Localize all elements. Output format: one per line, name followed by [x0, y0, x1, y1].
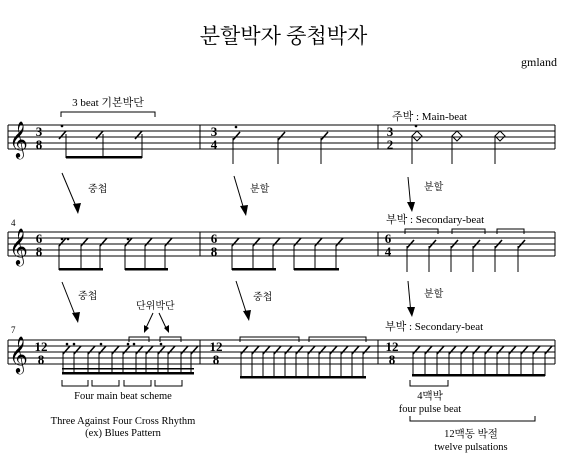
- slash-note: [274, 346, 281, 354]
- dot: [73, 343, 76, 346]
- slash-note: [252, 346, 259, 354]
- beam: [59, 268, 103, 271]
- transition-label: 중첩: [78, 291, 98, 302]
- slash-note: [88, 346, 95, 354]
- slash-note: [315, 238, 322, 246]
- arrow-icon: [407, 202, 415, 212]
- beam: [294, 268, 339, 271]
- time-sig-top: 6: [35, 231, 43, 246]
- dot: [100, 343, 103, 346]
- dot: [133, 343, 136, 346]
- slash-note: [545, 346, 552, 354]
- slash-note: [233, 132, 240, 140]
- measure-number: 4: [11, 218, 16, 228]
- arrow-icon: [407, 307, 415, 317]
- beam: [66, 156, 142, 159]
- transition-label: 분할: [424, 289, 444, 300]
- slash-note: [100, 238, 107, 246]
- slash-note: [112, 346, 119, 354]
- dot: [61, 238, 64, 241]
- caption-text: four pulse beat: [398, 404, 462, 415]
- slash-note: [135, 131, 142, 139]
- slash-note: [99, 346, 106, 354]
- beam: [125, 268, 168, 271]
- beam: [240, 376, 366, 379]
- slash-note: [509, 346, 516, 354]
- slash-note: [425, 346, 432, 354]
- time-sig-top: 12: [209, 339, 223, 354]
- slash-note: [473, 346, 480, 354]
- time-sig-top: 3: [386, 124, 394, 139]
- secondary-beat-label: 부박 : Secondary-beat: [386, 214, 485, 226]
- slash-note: [294, 238, 301, 246]
- time-sig-top: 12: [34, 339, 48, 354]
- bracket-label: 3 beat 기본박단: [72, 97, 144, 109]
- time-sig-bottom: 8: [212, 352, 220, 367]
- treble-clef-icon: 𝄞: [9, 121, 28, 157]
- dot: [127, 343, 130, 346]
- slash-note: [158, 346, 165, 354]
- half-note: [495, 131, 505, 141]
- slash-note: [165, 238, 172, 246]
- main-beat-label: 주박 : Main-beat: [392, 111, 468, 123]
- slash-note: [437, 346, 444, 354]
- dot: [127, 238, 130, 241]
- treble-clef-icon: 𝄞: [9, 228, 28, 264]
- caption-text: twelve pulsations: [434, 442, 508, 453]
- slash-note: [146, 346, 153, 354]
- slash-note: [449, 346, 456, 354]
- half-note: [452, 131, 462, 141]
- time-sig-bottom: 4: [210, 137, 218, 152]
- time-sig-top: 3: [35, 124, 43, 139]
- slash-note: [363, 346, 370, 354]
- slash-note: [330, 346, 337, 354]
- slash-note: [63, 346, 70, 354]
- slash-note: [497, 346, 504, 354]
- dot: [415, 125, 418, 128]
- caption-text: 4맥박: [417, 391, 443, 402]
- caption-text: 12맥동 박절: [444, 429, 498, 440]
- beam: [62, 372, 194, 375]
- time-sig-top: 6: [384, 231, 392, 246]
- time-sig-top: 3: [210, 124, 218, 139]
- slash-note: [336, 238, 343, 246]
- slash-note: [352, 346, 359, 354]
- slash-note: [278, 132, 285, 140]
- transition-label: 중첩: [88, 184, 108, 195]
- arrow-icon: [243, 310, 251, 321]
- dot: [61, 125, 64, 128]
- arrow-icon: [240, 205, 248, 216]
- caption-text: (ex) Blues Pattern: [85, 428, 161, 439]
- slash-note: [145, 238, 152, 246]
- time-sig-bottom: 8: [210, 244, 218, 259]
- secondary-beat-label: 부박 : Secondary-beat: [385, 321, 484, 333]
- beam: [412, 374, 545, 377]
- slash-note: [285, 346, 292, 354]
- slash-note: [341, 346, 348, 354]
- slash-note: [74, 346, 81, 354]
- slash-note: [273, 238, 280, 246]
- time-sig-bottom: 2: [386, 137, 394, 152]
- dot: [66, 343, 69, 346]
- slash-note: [136, 346, 143, 354]
- time-sig-bottom: 8: [35, 244, 43, 259]
- transition-label: 분할: [424, 182, 444, 193]
- time-sig-bottom: 8: [35, 137, 43, 152]
- page-title: 분할박자 중첩박자: [199, 24, 368, 48]
- slash-note: [81, 238, 88, 246]
- slash-note: [232, 238, 239, 246]
- unit-beat-label: 단위박단: [136, 301, 175, 312]
- time-sig-top: 6: [210, 231, 218, 246]
- author-name: gmland: [521, 55, 557, 69]
- beam: [62, 368, 194, 370]
- beam: [232, 268, 276, 271]
- treble-clef-icon: 𝄞: [9, 336, 28, 372]
- slash-note: [241, 346, 248, 354]
- transition-label: 분할: [250, 184, 270, 195]
- slash-note: [319, 346, 326, 354]
- caption-text: Four main beat scheme: [74, 391, 172, 402]
- time-sig-bottom: 8: [388, 352, 396, 367]
- time-sig-bottom: 8: [37, 352, 45, 367]
- slash-note: [308, 346, 315, 354]
- measure-number: 7: [11, 325, 16, 335]
- dot: [160, 343, 163, 346]
- time-sig-bottom: 4: [384, 244, 392, 259]
- slash-note: [521, 346, 528, 354]
- slash-note: [96, 131, 103, 139]
- slash-note: [413, 346, 420, 354]
- slash-note: [168, 346, 175, 354]
- slash-note: [181, 346, 188, 354]
- slash-note: [533, 346, 540, 354]
- dot: [235, 126, 238, 129]
- slash-note: [296, 346, 303, 354]
- slash-note: [191, 346, 198, 354]
- caption-text: Three Against Four Cross Rhythm: [50, 416, 196, 427]
- arrow-icon: [72, 312, 80, 323]
- transition-label: 중첩: [253, 292, 273, 303]
- slash-note: [485, 346, 492, 354]
- slash-note: [461, 346, 468, 354]
- dot: [67, 238, 70, 241]
- time-sig-top: 12: [385, 339, 399, 354]
- slash-note: [321, 132, 328, 140]
- slash-note: [253, 238, 260, 246]
- half-note: [412, 131, 422, 141]
- slash-note: [123, 346, 130, 354]
- slash-note: [59, 131, 66, 139]
- arrow-icon: [73, 203, 81, 214]
- slash-note: [263, 346, 270, 354]
